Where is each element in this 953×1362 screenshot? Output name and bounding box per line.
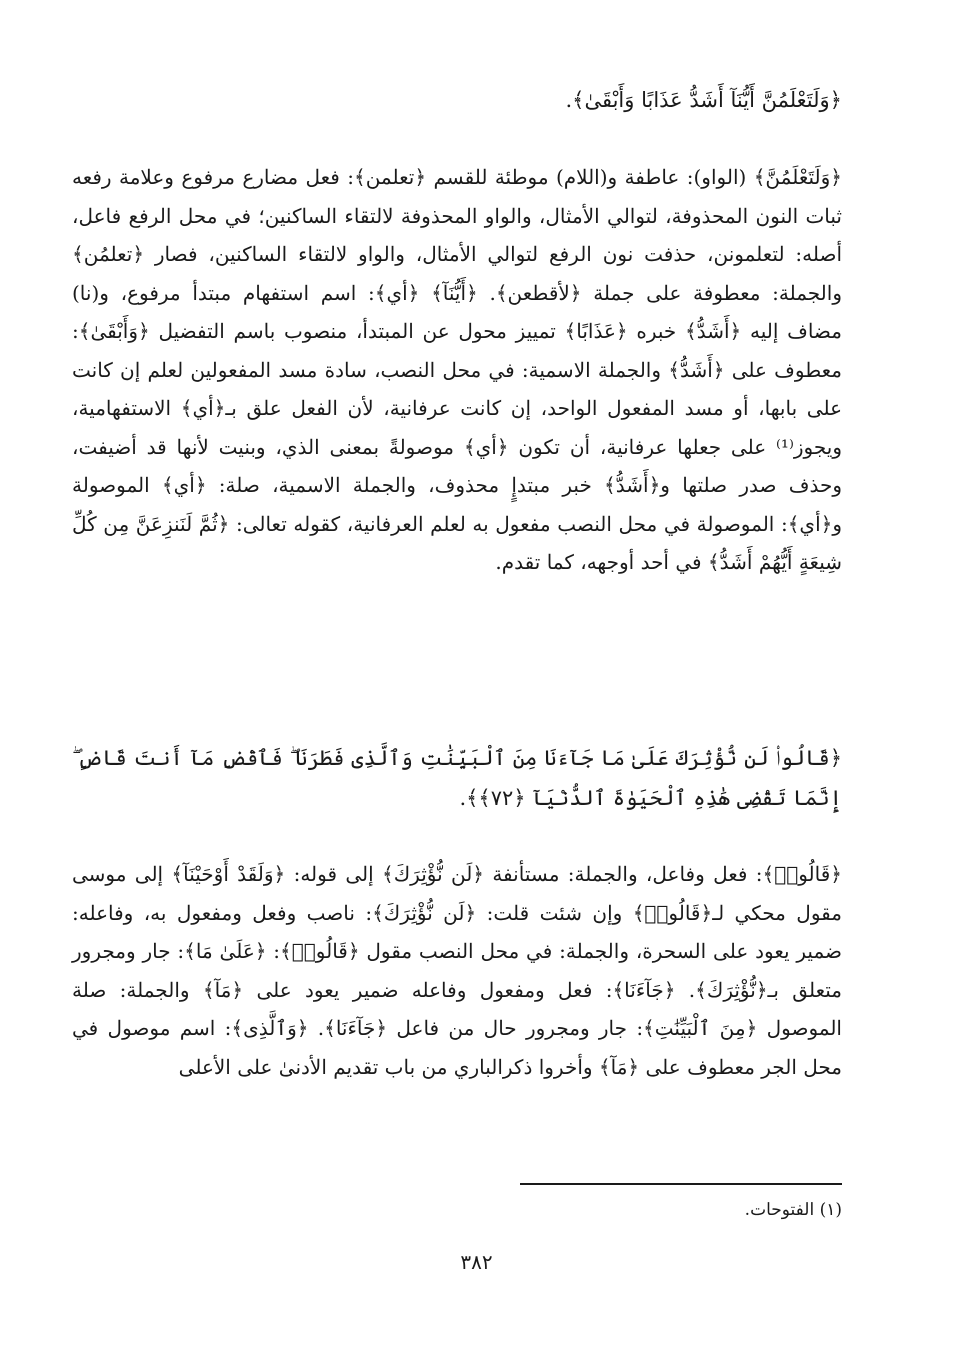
quran-verse-top: ﴿وَلَتَعْلَمُنَّ أَيُّنَآ أَشَدُّ عَذَابًا وَأَبْقَىٰ﴾.: [565, 88, 842, 112]
page-number: ٣٨٢: [460, 1250, 493, 1274]
quran-verse-72: ﴿قَالُوا۟ لَن نُّؤْثِرَكَ عَلَىٰ مَا جَآءَنَا مِنَ ٱلْبَيِّنَٰتِ وَٱلَّذِى فَطَرَنَا ۖ فَٱقْضِ مَآ أَنتَ قَاضٍ ۖ إِنَّمَا تَقْضِى هَٰذِهِ ٱلْحَيَوٰةَ ٱلدُّنْيَآ ﴿٧٢﴾﴾.: [72, 746, 842, 810]
footnote: (١) الفتوحات.: [744, 1200, 842, 1220]
grammar-analysis-paragraph-2: ﴿قَالُوا۟﴾: فعل وفاعل، والجملة: مستأنفة ﴿لَن نُّؤْثِرَكَ﴾ إلى قوله: ﴿وَلَقَدْ أَوْحَيْنَآ﴾ إلى موسى مقول محكي لـ﴿قَالُوا۟﴾ وإن شئت قلت: ﴿لَن نُّؤْثِرَكَ﴾: ناصب وفعل ومفعول به، وفاعله: ضمير يعود على السحرة، والجملة: في محل النصب مقول ﴿قَالُوا۟﴾: ﴿عَلَىٰ مَا﴾: جار ومجرور متعلق بـ﴿نُّؤْثِرَكَ﴾. ﴿جَآءَنَا﴾: فعل ومفعول وفاعله ضمير يعود على ﴿مَآ﴾ والجملة: صلة الموصول ﴿مِنَ ٱلْبَيِّنَٰتِ﴾: جار ومجرور حال من فاعل ﴿جَآءَنَا﴾. ﴿وَٱلَّذِى﴾: اسم موصول في محل الجر معطوف على ﴿مَآ﴾ وأخروا ذكرالباري من باب تقديم الأدنىٰ على الأعلى: [72, 862, 843, 1079]
grammar-analysis-paragraph-1: ﴿وَلَتَعْلَمُنَّ﴾ (الواو): عاطفة و(اللام) موطئة للقسم ﴿تعلمن﴾: فعل مضارع مرفوع وعلامة رفعه ثبات النون المحذوفة، لتوالي الأمثال، والواو المحذوفة لالتقاء الساكنين؛ في محل الرفع فاعل، أصله: لتعلمونن، حذفت نون الرفع لتوالي الأمثال، والواو لالتقاء الساكنين، فصار ﴿تعلمُن﴾ والجملة: معطوفة على جملة ﴿لأقطعن﴾. ﴿أَيُّنَآ﴾ ﴿أي﴾: اسم استفهام مبتدأ مرفوع، و(نا) مضاف إليه ﴿أَشَدُّ﴾ خبره ﴿عَذَابًا﴾ تمييز محول عن المبتدأ، منصوب باسم التفضيل ﴿وَأَبْقَىٰ﴾: معطوف على ﴿أَشَدُّ﴾ والجملة الاسمية: في محل النصب، سادة مسد المفعولين لعلم إن كانت على بابها، أو مسد المفعول الواحد، إن كانت عرفانية، لأن الفعل علق بـ﴿أي﴾ الاستفهامية، ويجوز⁽¹⁾ على جعلها عرفانية، أن تكون ﴿أي﴾ موصولةً بمعنى الذي، وبنيت لأنها قد أضيفت، وحذف صدر صلتها و﴿أَشَدُّ﴾ خبر مبتدإٍ محذوف، والجملة الاسمية، صلة: ﴿أي﴾ الموصولة و﴿أي﴾: الموصولة في محل النصب مفعول به لعلم العرفانية، كقوله تعالى: ﴿ثُمَّ لَنَنزِعَنَّ مِن كُلِّ شِيعَةٍ أَيُّهُمْ أَشَدُّ﴾ في أحد أوجهه، كما تقدم.: [72, 165, 843, 574]
footnote-divider: [520, 1183, 842, 1185]
